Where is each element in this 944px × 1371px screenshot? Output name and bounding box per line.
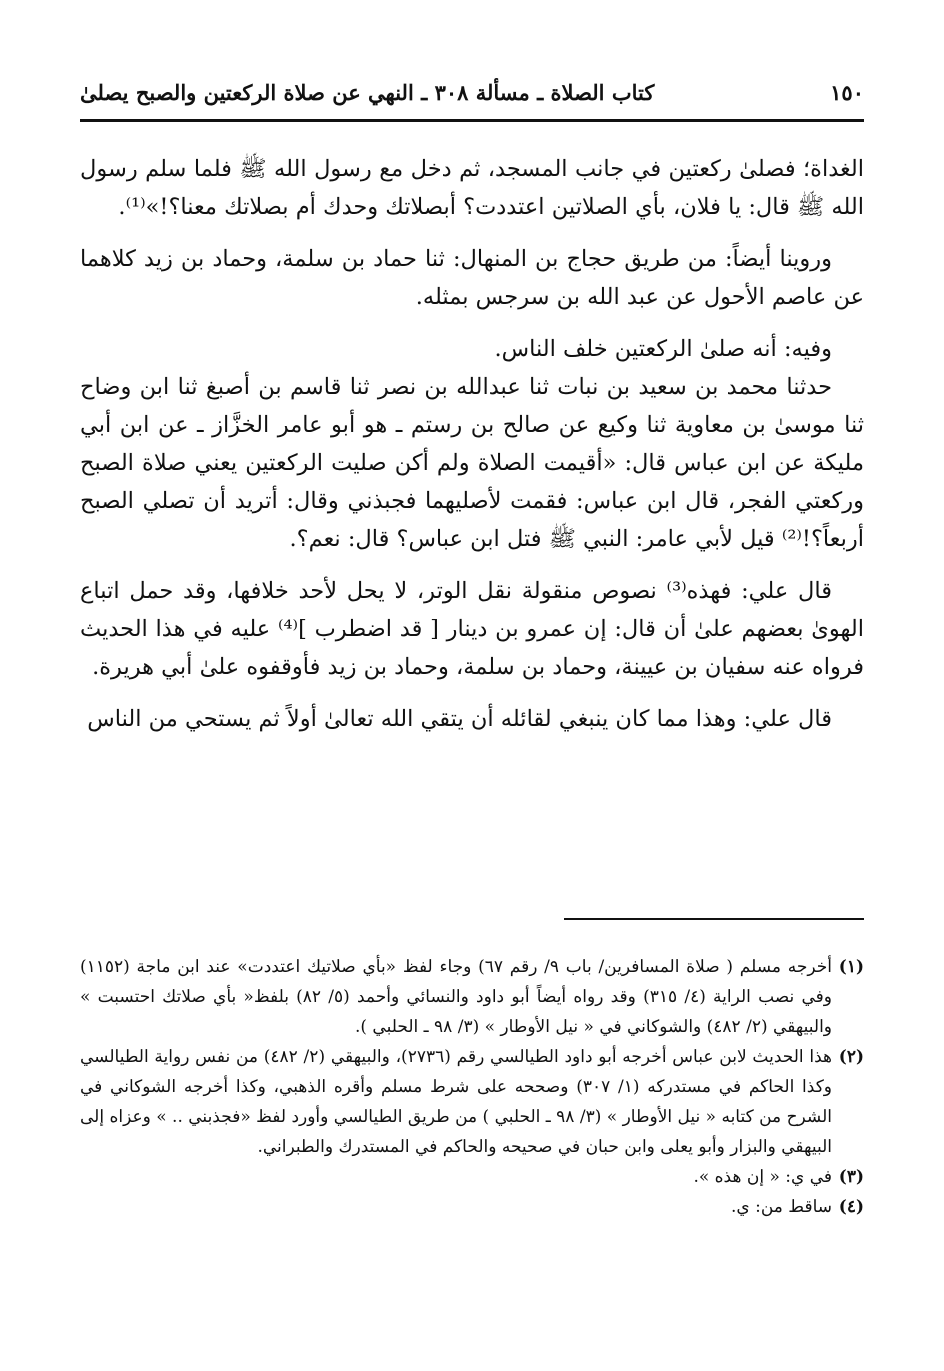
footnote <box>80 1192 864 1222</box>
paragraph: الغداة؛ فصلىٰ ركعتين في جانب المسجد، ثم دخل مع رسول الله ﷺ فلما سلم رسول الله ﷺ قال: يا فلان، بأي الصلاتين اعتددت؟ أبصلاتك وحدك أم بصلاتك معنا؟!»⁽¹⁾. <box>80 156 864 220</box>
footnote-number: (٤) <box>838 1197 864 1217</box>
footnote-text: في ي: « إن هذه ». <box>693 1167 832 1187</box>
paragraph: وفيه: أنه صلىٰ الركعتين خلف الناس. <box>494 336 832 362</box>
paragraph: وروينا أيضاً: من طريق حجاج بن المنهال: ثنا حماد بن سلمة، وحماد بن زيد كلاهما عن عاصم الأحول عن عبد الله بن سرجس بمثله. <box>80 246 864 310</box>
footnote-number: (٢) <box>838 1047 864 1067</box>
footnote-text: هذا الحديث لابن عباس أخرجه أبو داود الطيالسي رقم (٢٧٣٦)، والبيهقي (٢/ ٤٨٢) من نفس رواية الطيالسي وكذا الحاكم في مستدركه (١/ ٣٠٧) وصححه على شرط مسلم وأقره الذهبي، وكذا أخرجه الشوكاني في الشرح من كتابه « نيل الأوطار » (٣/ ٩٨ ـ الحلبي ) من طريق الطيالسي وأورد لفظ «فجذبني .. » وعزاه إلى البيهقي والبزار وأبو يعلى وابن حبان في صحيحه والحاكم في المستدرك والطبراني. <box>80 1047 833 1157</box>
footnote <box>80 952 864 1042</box>
footnotes <box>80 952 864 1222</box>
footnote <box>80 1162 864 1192</box>
footnote-number: (٣) <box>838 1167 864 1187</box>
page-number: ١٥٠ <box>830 79 864 105</box>
footnote-text: ساقط من: ي. <box>731 1197 832 1217</box>
footnote-number: (١) <box>838 957 864 977</box>
page-header <box>80 72 864 112</box>
running-title: كتاب الصلاة ـ مسألة ٣٠٨ ـ النهي عن صلاة الركعتين والصبح يصلىٰ <box>80 79 655 105</box>
paragraph: حدثنا محمد بن سعيد بن نبات ثنا عبدالله بن نصر ثنا قاسم بن أصبغ ثنا ابن وضاح ثنا موسىٰ بن معاوية ثنا وكيع عن صالح بن رستم ـ هو أبو عامر الخزَّاز ـ عن ابن أبي مليكة عن ابن عباس قال: «أقيمت الصلاة ولم أكن صليت الركعتين يعني صلاة الصبح وركعتي الفجر، قال ابن عباس: فقمت لأصليهما فجبذني وقال: أتريد أن تصلي الصبح أربعاً؟!⁽²⁾ قيل لأبي عامر: النبي ﷺ فتل ابن عباس؟ قال: نعم؟. <box>80 374 864 552</box>
footnote <box>80 1042 864 1162</box>
footnote-text: أخرجه مسلم ( صلاة المسافرين/ باب ٩/ رقم ٦٧) وجاء لفظ «بأي صلاتيك اعتددت» عند ابن ماجة (١١٥٢) وفي نصب الراية (٤/ ٣١٥) وقد رواه أيضاً أبو داود والنسائي وأحمد (٥/ ٨٢) بلفظ« بأي صلاتك احتسبت » والبيهقي (٢/ ٤٨٢) والشوكاني في « نيل الأوطار » (٣/ ٩٨ ـ الحلبي ). <box>80 957 832 1037</box>
footnote-divider <box>564 918 864 920</box>
paragraph: قال علي: وهذا مما كان ينبغي لقائله أن يتقي الله تعالىٰ أولاً ثم يستحي من الناس <box>87 706 832 732</box>
main-text <box>80 150 864 752</box>
header-divider <box>80 119 864 122</box>
paragraph: قال علي: فهذه⁽³⁾ نصوص منقولة نقل الوتر، لا يحل لأحد خلافها، وقد حمل اتباع الهوىٰ بعضهم علىٰ أن قال: إن عمرو بن دينار [ قد اضطرب ]⁽⁴⁾ عليه في هذا الحديث فرواه عنه سفيان بن عيينة، وحماد بن سلمة، وحماد بن زيد فأوقفوه علىٰ أبي هريرة. <box>80 578 864 680</box>
